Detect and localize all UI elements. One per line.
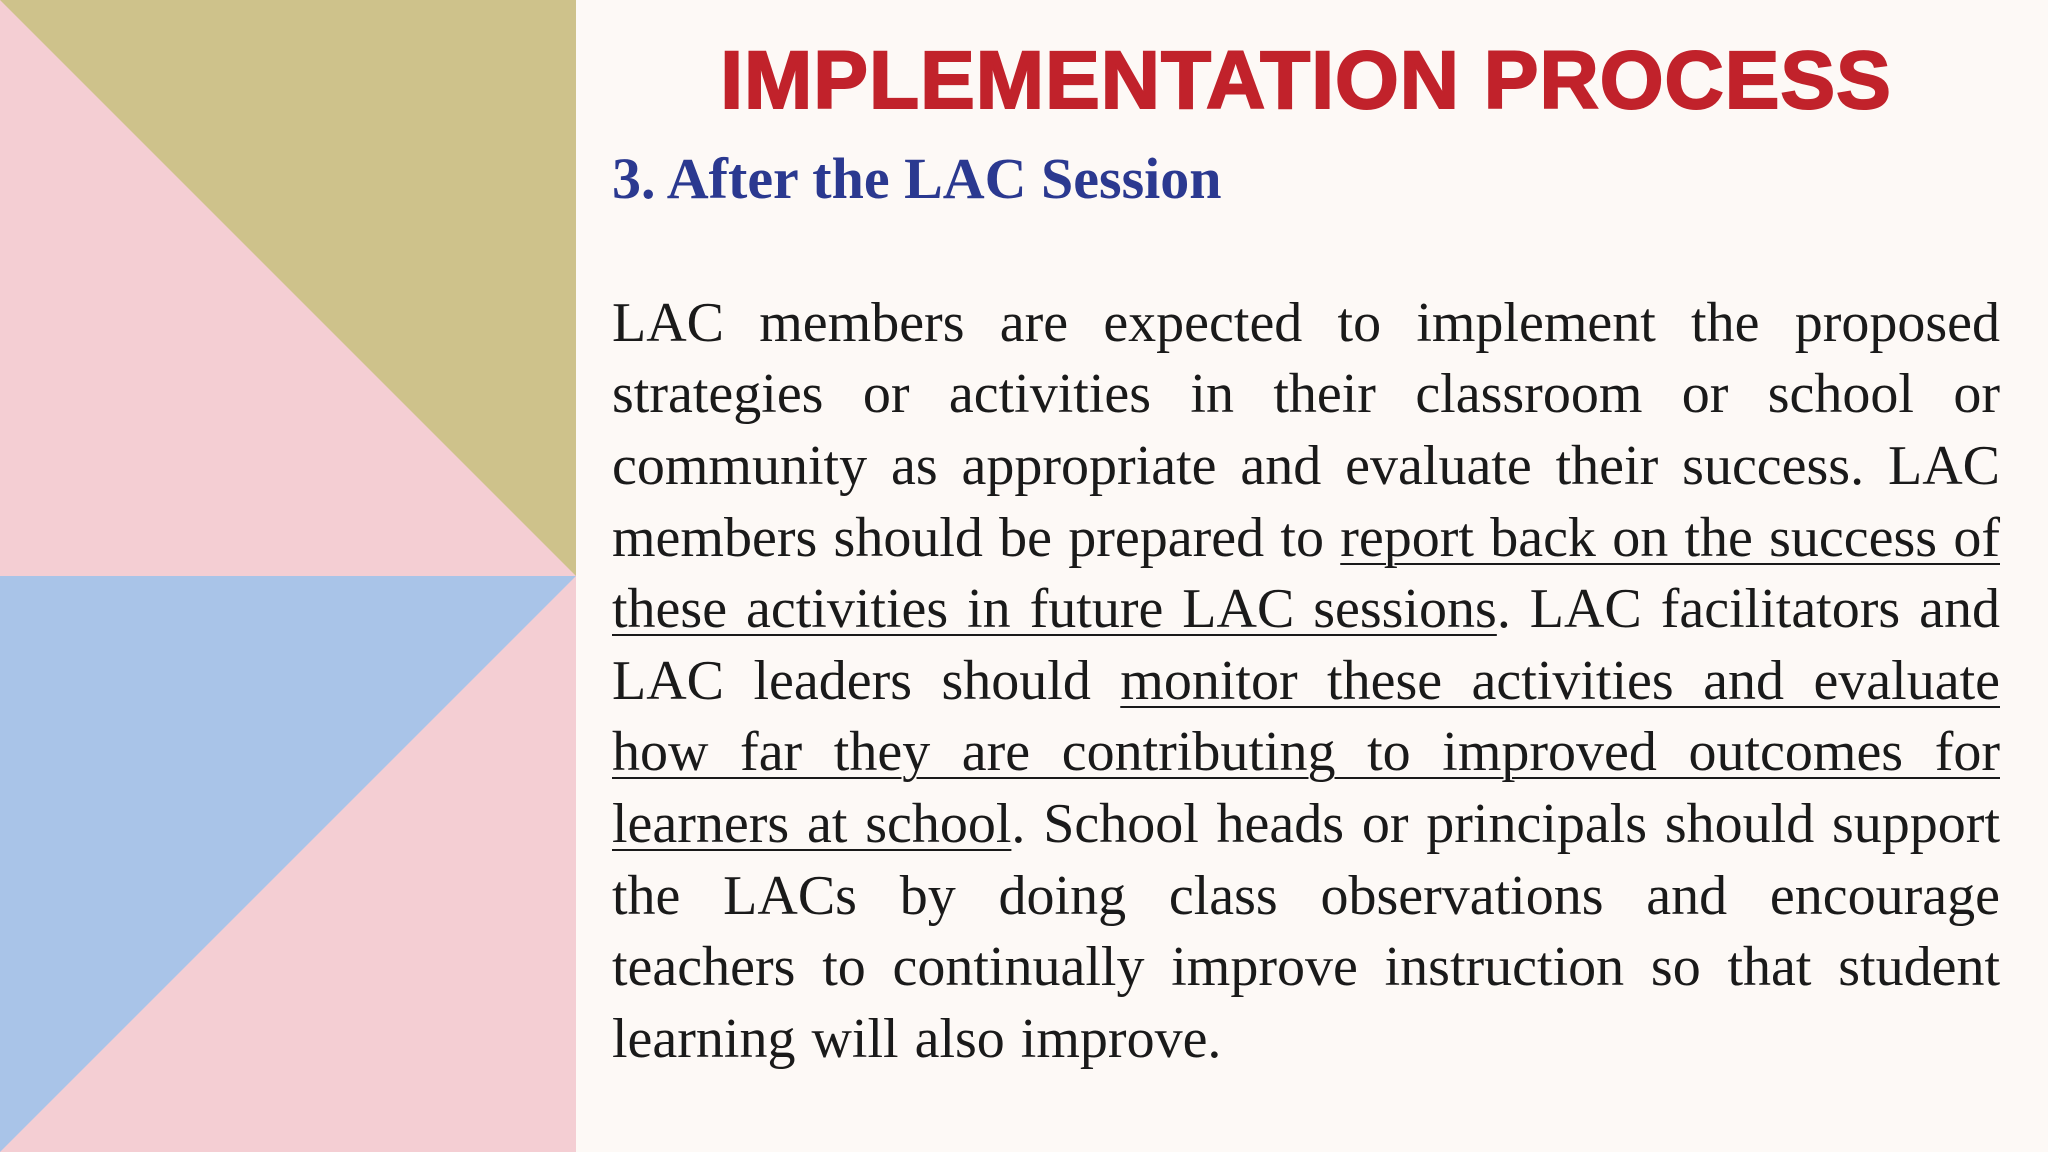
slide-content xyxy=(612,36,2000,1075)
decorative-triangle-panel xyxy=(0,0,576,1152)
underlined-phrase-report-back: report back on the success of these activities in future LAC sessions xyxy=(612,506,2000,641)
paragraph-text-1: LAC members are expected to implement the proposed strategies or activities in their classroom or school or community as appropriate and evaluate their success. LAC members should be prepared to xyxy=(612,291,2000,569)
paragraph-text-2: . LAC facilitators and LAC leaders should xyxy=(612,578,2000,712)
underlined-phrase-monitor: monitor these activities and evaluate how far they are contributing to improved outcomes for learners at school xyxy=(612,649,2000,855)
paragraph-text-3: . School heads or principals should support the LACs by doing class observations and encourage teachers to continually improve instruction so that student learning will also improve. xyxy=(612,792,2000,1070)
slide-title: IMPLEMENTATION PROCESS xyxy=(720,35,1892,126)
decorative-triangles-graphic xyxy=(0,0,576,1152)
body-paragraph xyxy=(612,288,2000,1076)
section-heading: 3. After the LAC Session xyxy=(612,146,1222,212)
